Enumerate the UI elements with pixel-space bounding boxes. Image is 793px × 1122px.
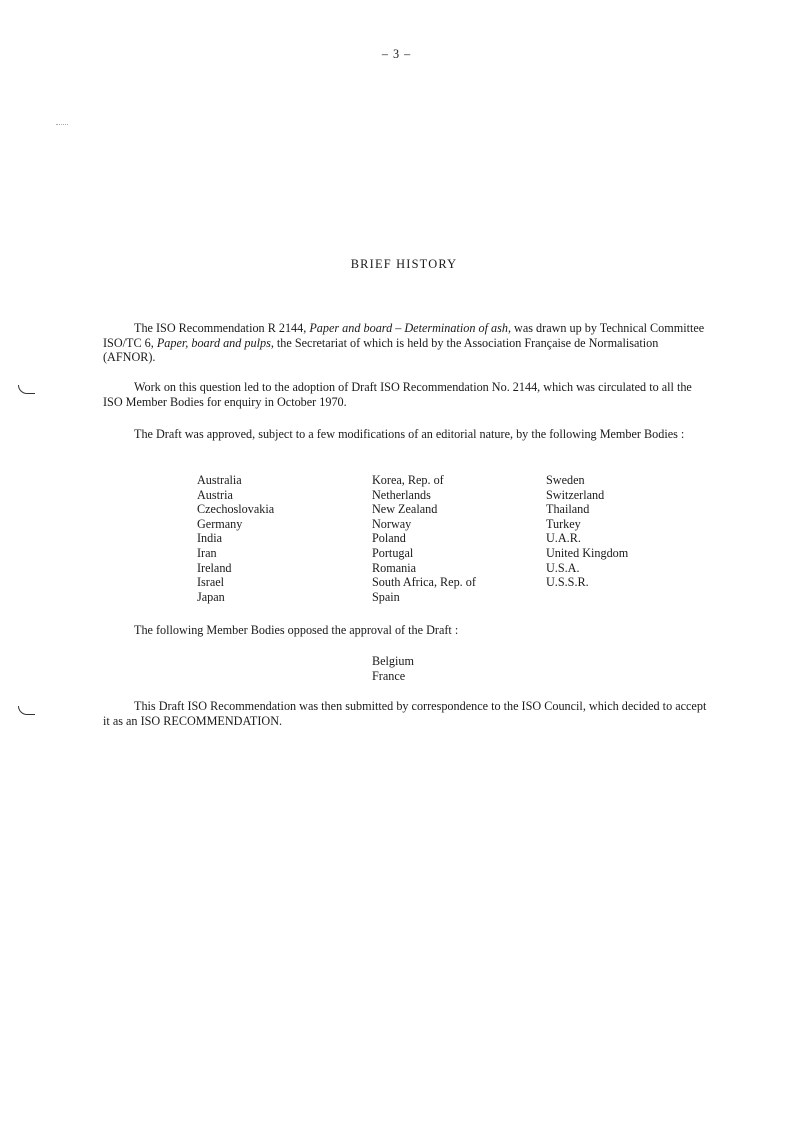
member-body: U.A.R. [546,531,581,546]
member-body: Spain [372,589,400,604]
member-body: South Africa, Rep. of [372,575,476,590]
approving-members-column-3 [546,473,628,590]
opposing-members [372,654,414,683]
member-body: Netherlands [372,487,431,502]
member-body: Portugal [372,545,414,560]
member-body: France [372,668,406,683]
member-body: New Zealand [372,502,438,517]
paragraph-enquiry [103,380,709,409]
member-body: Norway [372,516,412,531]
member-body: Romania [372,560,417,575]
scan-speck [56,124,68,125]
paragraph-opposition: The following Member Bodies opposed the approval of the Draft : [134,623,459,637]
paragraph-approval [103,427,709,442]
origin-text-c: the Secretariat of which is held by the Association Française de Normalisation (AFNOR). [103,335,659,365]
approval-text: The Draft was approved, subject to a few modifications of an editorial nature, by the following Member Bodies : [134,427,685,441]
document-title: Paper and board – Determination of ash, [309,321,511,335]
approving-members-column-2 [372,473,476,604]
member-body: India [197,531,223,546]
paragraph-acceptance [103,699,709,728]
member-body: Thailand [546,502,590,517]
margin-mark [18,385,35,394]
member-body: Poland [372,531,406,546]
member-body: Australia [197,473,242,487]
member-body: Germany [197,516,243,531]
member-body: Iran [197,545,217,560]
section-heading: BRIEF HISTORY [350,257,458,271]
page-number: – 3 – [381,47,412,61]
member-body: Turkey [546,516,581,531]
member-body: Sweden [546,473,585,487]
member-body: Czechoslovakia [197,502,275,517]
member-body: Israel [197,575,225,590]
origin-text-b: was drawn up by Technical Committee ISO/TC 6, [103,321,705,350]
member-body: U.S.S.R. [546,575,589,590]
enquiry-text: Work on this question led to the adoption of Draft ISO Recommendation No. 2144, which was circulated to all the ISO Member Bodies for enquiry in October 1970. [103,380,692,409]
member-body: Japan [197,589,225,604]
paragraph-origin [103,321,709,365]
approving-members-column-1 [197,473,274,604]
member-body: Ireland [197,560,232,575]
acceptance-text: This Draft ISO Recommendation was then submitted by correspondence to the ISO Council, which decided to accept it as an ISO RECOMMENDATION. [103,699,707,728]
committee-name: Paper, board and pulps, [156,335,274,350]
member-body: United Kingdom [546,545,629,560]
margin-mark [18,706,35,715]
member-body: Switzerland [546,487,605,502]
member-body: Korea, Rep. of [372,473,444,487]
member-body: Belgium [372,654,414,668]
member-body: Austria [197,487,233,502]
member-body: U.S.A. [546,560,580,575]
origin-text-a: The ISO Recommendation R 2144, [134,321,310,335]
